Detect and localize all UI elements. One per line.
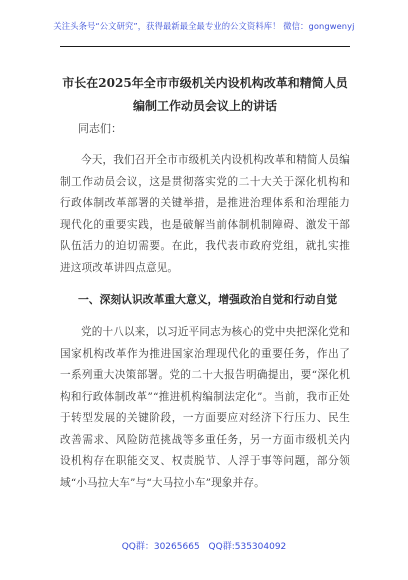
footer-qq-group-1: QQ群：30265665 [121,542,200,552]
document-title: 市长在2025年全市市级机关内设机构改革和精简人员编制工作动员会议上的讲话 [62,76,348,113]
salutation: 同志们： [78,122,122,135]
footer-contact [0,539,408,552]
section-heading-1: 一、深刻认识改革重大意义，增强政治自觉和行动自觉 [78,293,338,306]
paragraph-section-1: 党的十八以来，以习近平同志为核心的党中央把深化党和国家机构改革作为推进国家治理现代化的重要任务，作出了一系列重大决策部署。党的二十大报告明确提出，要“深化机构和行政体制改革”“推进机构编制法定化”。当前，我市正处于转型发展的关键阶段，一方面要应对经济下行压力、民生改善需求、风险防范挑战等多重任务，另一方面市级机关内设机构存在职能交叉、权责脱节、人浮于事等问题，部分领域“小马拉大车”与“大马拉小车”现象并存。 [60,326,350,489]
header-banner: 关注头条号“公文研究”，获得最新最全最专业的公文资料库！ 微信：gongwenyj [53,21,355,31]
header-divider [60,46,350,47]
footer-qq-group-2: QQ群:535304092 [208,542,287,552]
paragraph-intro: 今天，我们召开全市市级机关内设机构改革和精简人员编制工作动员会议，这是贯彻落实党的二十大关于深化机构和行政体制改革部署的关键举措，是推进治理体系和治理能力现代化的重要实践，也是破解当前体制机制障碍、激发干部队伍活力的迫切需要。在此，我代表市政府党组，就扎实推进这项改革讲四点意见。 [60,154,350,274]
